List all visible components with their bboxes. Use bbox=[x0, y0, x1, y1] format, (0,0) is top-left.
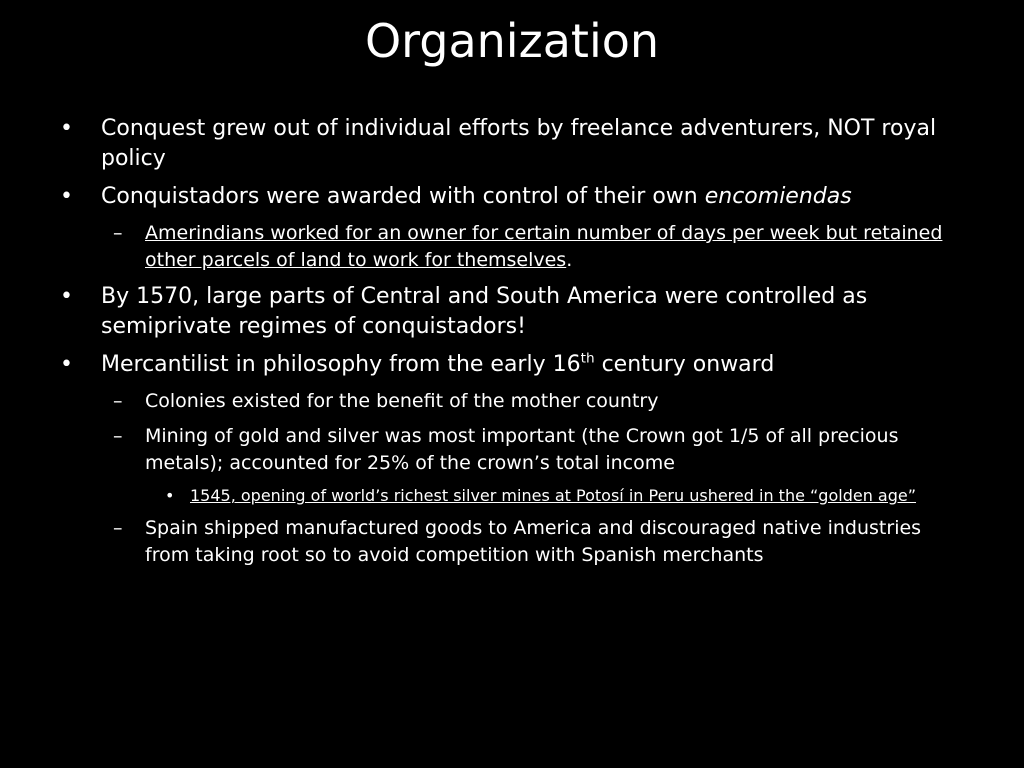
subsubbullet-potosi bbox=[0, 485, 950, 507]
bullet-text: Colonies existed for the benefit of the mother country bbox=[145, 390, 659, 412]
bullet-marker: • bbox=[60, 284, 73, 309]
bullet-emphasis: encomiendas bbox=[704, 184, 852, 209]
bullet-text-end: century onward bbox=[594, 352, 775, 377]
dash-marker: – bbox=[113, 390, 123, 412]
hyperlink-text[interactable]: Amerindians worked for an owner for certain number of days per week but retained other parcels of land to work for themselves bbox=[145, 222, 943, 271]
bullet-marker: • bbox=[60, 184, 73, 209]
dash-marker: – bbox=[113, 425, 123, 447]
bullet-text: Conquistadors were awarded with control of their own bbox=[101, 184, 705, 209]
bullet-text: Spain shipped manufactured goods to America and discouraged native industries from taking root so to avoid competition with Spanish merchants bbox=[145, 517, 922, 566]
bullet-conquest-origin bbox=[0, 114, 951, 174]
dash-marker: – bbox=[113, 517, 123, 539]
hyperlink-text[interactable]: 1545, opening of world’s richest silver mines at Potosí in Peru ushered in the “golden age” bbox=[190, 486, 917, 505]
bullet-marker: • bbox=[60, 116, 73, 141]
bullet-semiprivate-regimes bbox=[0, 282, 951, 342]
bullet-text: Mercantilist in philosophy from the early 16 bbox=[101, 352, 581, 377]
bullet-marker: • bbox=[60, 352, 73, 377]
slide-title: Organization bbox=[364, 14, 660, 68]
bullet-marker: • bbox=[165, 486, 175, 505]
subbullet-spain-shipped-goods bbox=[0, 515, 965, 569]
bullet-text: Conquest grew out of individual efforts by freelance adventurers, NOT royal policy bbox=[101, 116, 937, 171]
bullet-text: Mining of gold and silver was most important (the Crown got 1/5 of all precious metals); accounted for 25% of the crown’s total income bbox=[145, 425, 899, 474]
bullet-conquistadors-encomiendas bbox=[0, 182, 951, 212]
bullet-text-tail: . bbox=[566, 249, 573, 271]
subbullet-amerindians-labor bbox=[0, 220, 965, 274]
dash-marker: – bbox=[113, 222, 123, 244]
bullet-text: By 1570, large parts of Central and South America were controlled as semiprivate regimes of conquistadors! bbox=[101, 284, 868, 339]
superscript-ordinal: th bbox=[580, 350, 595, 367]
subbullet-colonies-benefit bbox=[0, 388, 965, 415]
subbullet-mining-gold-silver bbox=[0, 423, 965, 477]
bullet-mercantilist bbox=[0, 350, 951, 380]
bullet-list bbox=[0, 114, 1024, 577]
